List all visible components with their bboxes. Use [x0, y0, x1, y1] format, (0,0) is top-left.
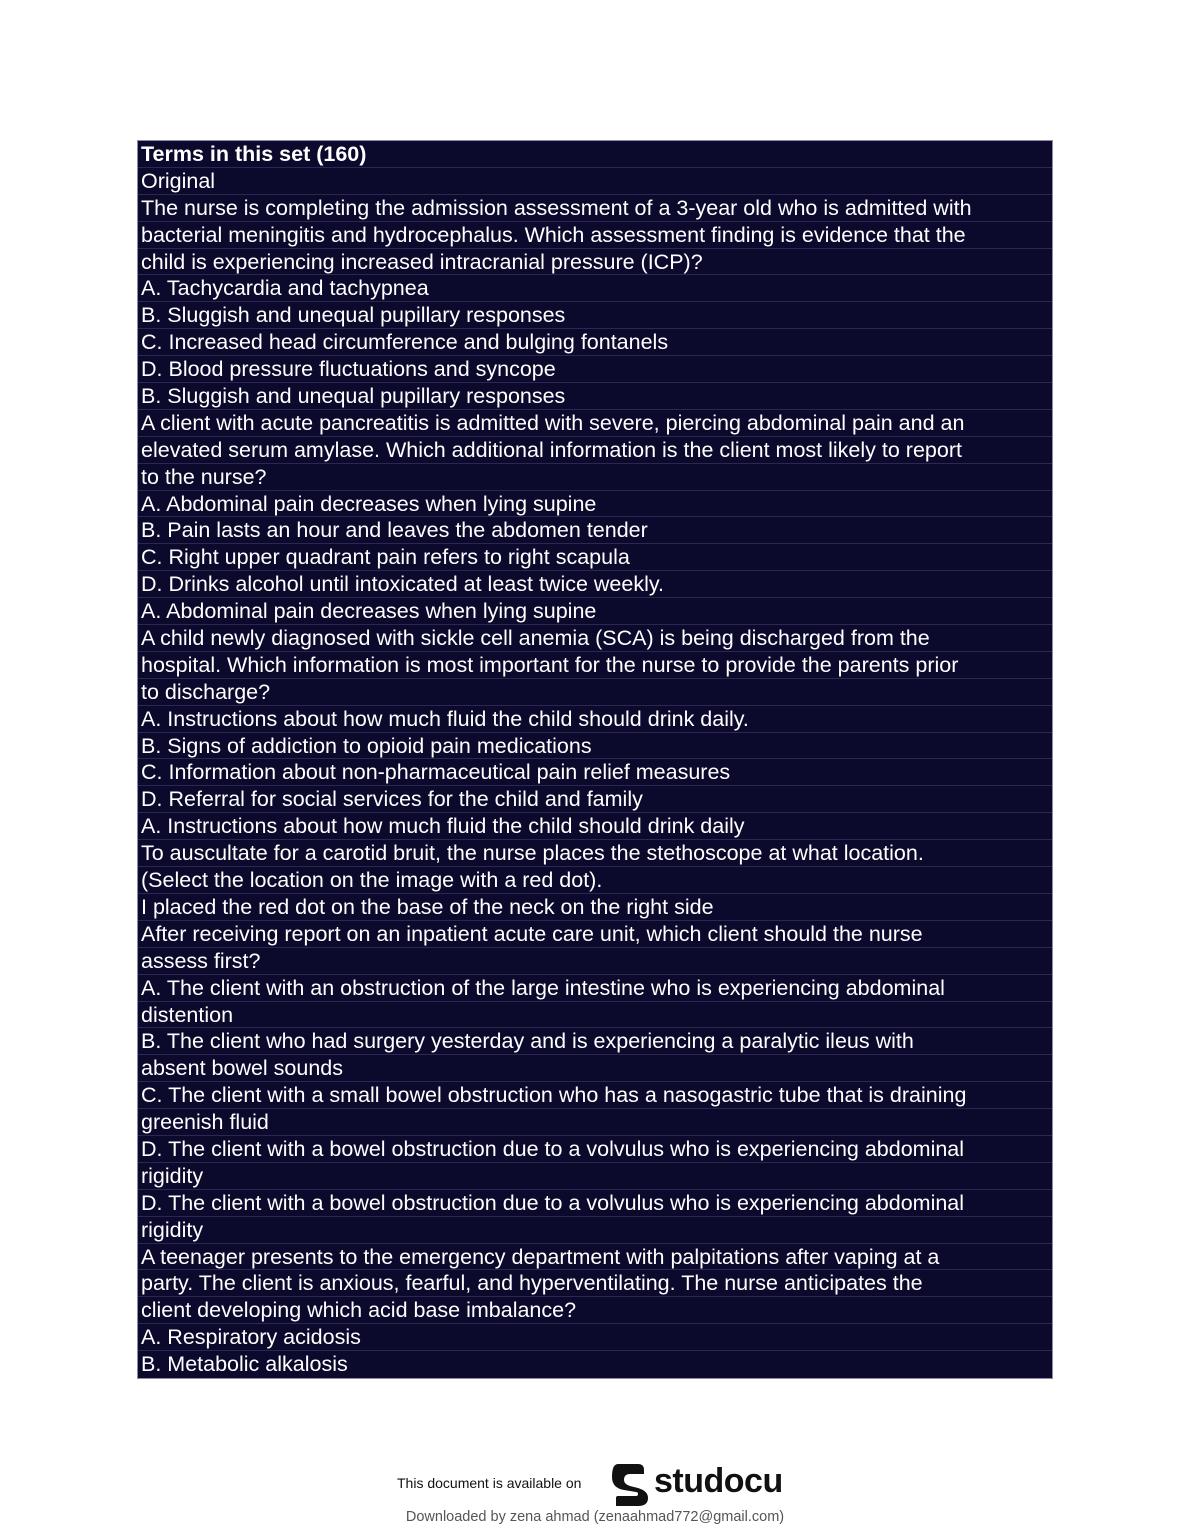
term-row: B. The client who had surgery yesterday and is experiencing a paralytic ileus with [138, 1028, 1052, 1055]
available-on-text: This document is available on [397, 1475, 582, 1491]
term-row: (Select the location on the image with a red dot). [138, 867, 1052, 894]
studocu-wordmark: studocu [654, 1462, 783, 1500]
term-row: B. Sluggish and unequal pupillary responses [138, 383, 1052, 410]
term-row: D. Blood pressure fluctuations and syncope [138, 356, 1052, 383]
term-row: C. The client with a small bowel obstruction who has a nasogastric tube that is draining [138, 1082, 1052, 1109]
term-row: assess first? [138, 948, 1052, 975]
term-row: To auscultate for a carotid bruit, the nurse places the stethoscope at what location. [138, 840, 1052, 867]
term-row: B. Metabolic alkalosis [141, 1352, 348, 1377]
term-row: A. Respiratory acidosis [138, 1324, 1052, 1351]
term-row: A. The client with an obstruction of the large intestine who is experiencing abdominal [138, 975, 1052, 1002]
studocu-logo-icon [608, 1460, 652, 1508]
term-row: greenish fluid [138, 1109, 1052, 1136]
term-row: to the nurse? [138, 464, 1052, 491]
term-row: child is experiencing increased intracranial pressure (ICP)? [138, 249, 1052, 276]
term-row: A teenager presents to the emergency department with palpitations after vaping at a [138, 1244, 1052, 1271]
term-row: I placed the red dot on the base of the neck on the right side [138, 894, 1052, 921]
term-row: D. The client with a bowel obstruction due to a volvulus who is experiencing abdominal [138, 1136, 1052, 1163]
term-row: C. Information about non-pharmaceutical pain relief measures [138, 759, 1052, 786]
term-row: A. Abdominal pain decreases when lying supine [138, 598, 1052, 625]
term-row: hospital. Which information is most important for the nurse to provide the parents prior [138, 652, 1052, 679]
term-row: D. Drinks alcohol until intoxicated at least twice weekly. [138, 571, 1052, 598]
downloaded-by-text: Downloaded by zena ahmad (zenaahmad772@gmail.com) [405, 1509, 785, 1525]
term-row: A. Instructions about how much fluid the child should drink daily. [138, 706, 1052, 733]
term-row: A. Tachycardia and tachypnea [138, 275, 1052, 302]
term-row: After receiving report on an inpatient acute care unit, which client should the nurse [138, 921, 1052, 948]
term-row: Original [138, 168, 1052, 195]
terms-rows [138, 168, 1052, 1378]
term-row: A. Instructions about how much fluid the child should drink daily [138, 813, 1052, 840]
term-row: bacterial meningitis and hydrocephalus. Which assessment finding is evidence that the [138, 222, 1052, 249]
term-row: to discharge? [138, 679, 1052, 706]
term-row: B. Pain lasts an hour and leaves the abdomen tender [138, 517, 1052, 544]
term-row: rigidity [138, 1163, 1052, 1190]
term-row: rigidity [138, 1217, 1052, 1244]
terms-table [137, 140, 1053, 1379]
term-row: C. Increased head circumference and bulging fontanels [138, 329, 1052, 356]
term-row: distention [138, 1002, 1052, 1029]
term-row: B. Signs of addiction to opioid pain medications [138, 733, 1052, 760]
term-row: D. Referral for social services for the child and family [138, 786, 1052, 813]
term-row: A child newly diagnosed with sickle cell anemia (SCA) is being discharged from the [138, 625, 1052, 652]
term-row: D. The client with a bowel obstruction due to a volvulus who is experiencing abdominal [138, 1190, 1052, 1217]
term-row: The nurse is completing the admission assessment of a 3-year old who is admitted with [138, 195, 1052, 222]
footer-availability [0, 1458, 1190, 1508]
term-row: party. The client is anxious, fearful, and hyperventilating. The nurse anticipates the [138, 1270, 1052, 1297]
term-row: C. Right upper quadrant pain refers to right scapula [138, 544, 1052, 571]
term-row: absent bowel sounds [138, 1055, 1052, 1082]
term-row: client developing which acid base imbalance? [138, 1297, 1052, 1324]
term-row: A client with acute pancreatitis is admitted with severe, piercing abdominal pain and an [138, 410, 1052, 437]
terms-header: Terms in this set (160) [138, 141, 1052, 168]
term-row: B. Sluggish and unequal pupillary responses [138, 302, 1052, 329]
term-row: A. Abdominal pain decreases when lying supine [138, 491, 1052, 518]
term-row: elevated serum amylase. Which additional information is the client most likely to report [138, 437, 1052, 464]
studocu-logo[interactable] [608, 1460, 808, 1508]
